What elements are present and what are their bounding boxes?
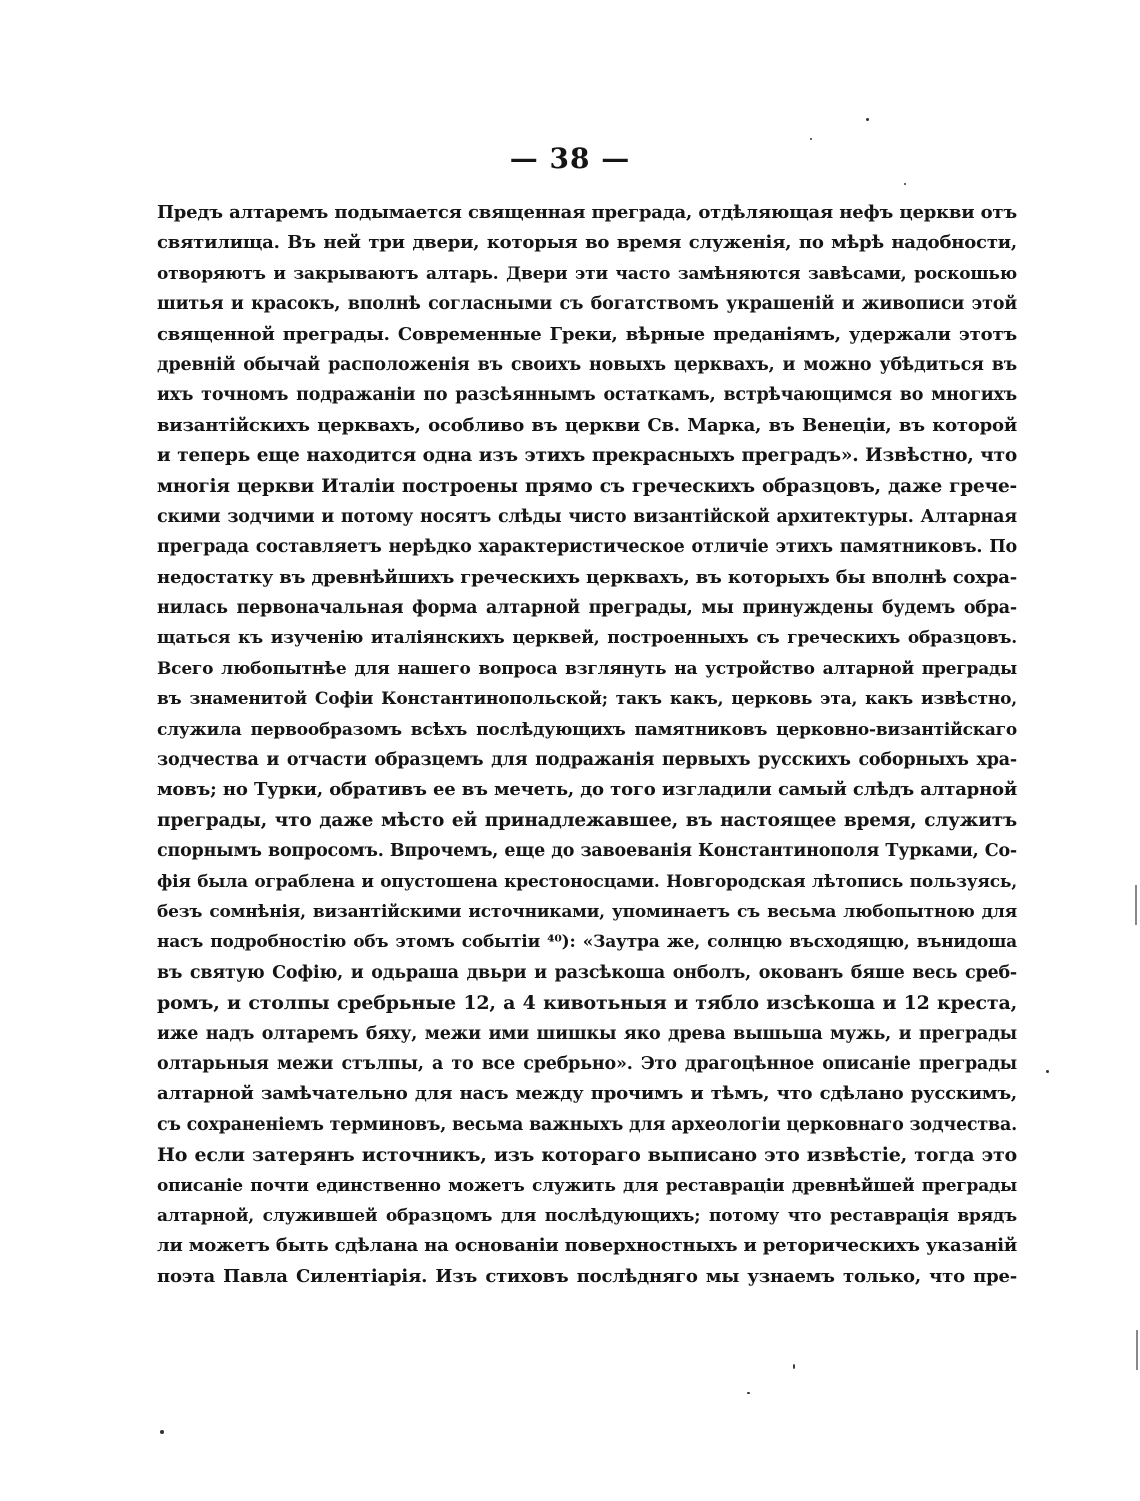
text-line: преграды, что даже мѣсто ей принадлежавшее, въ настоящее время, служитъ [157, 809, 1017, 831]
scan-speck [1046, 1070, 1049, 1073]
text-line: олтарьныя межи стълпы, а то все сребрьно». Это драгоцѣнное описаніе преграды [157, 1053, 1017, 1074]
text-line: ихъ точномъ подражаніи по разсѣяннымъ остаткамъ, встрѣчающимся во многихъ [157, 385, 1017, 406]
text-line: въ святую Софію, и одьраша двьри и разсѣкоша онболъ, окованъ бяше весь среб- [157, 962, 1017, 983]
text-line: алтарной замѣчательно для насъ между прочимъ и тѣмъ, что сдѣлано русскимъ, [157, 1083, 1017, 1105]
text-line: поэта Павла Силентіарія. Изъ стиховъ послѣдняго мы узнаемъ только, что пре- [157, 1265, 1017, 1287]
scan-edge-mark [1136, 1330, 1138, 1370]
scan-speck [904, 183, 906, 185]
scan-speck [160, 1430, 164, 1434]
text-line: Всего любопытнѣе для нашего вопроса взглянуть на устройство алтарной преграды [157, 658, 1017, 679]
scan-speck [793, 1364, 795, 1369]
text-line: преграда составляетъ нерѣдко характеристическое отличіе этихъ памятниковъ. По [157, 537, 1017, 558]
text-line: древній обычай расположенія въ своихъ новыхъ церквахъ, и можно убѣдиться въ [157, 354, 1017, 375]
text-line: иже надъ олтаремъ бяху, межи ими шишкы яко древа вышьша мужь, и преграды [157, 1023, 1017, 1044]
text-line: алтарной, служившей образцомъ для послѣдующихъ; потому что реставрація врядъ [157, 1205, 1017, 1226]
text-line: священной преграды. Современные Греки, вѣрные преданіямъ, удержали этотъ [157, 323, 1017, 345]
text-line: съ сохраненіемъ терминовъ, весьма важныхъ для археологіи церковнаго зодчества. [157, 1114, 1017, 1135]
text-line: зодчества и отчасти образцемъ для подражанія первыхъ русскихъ соборныхъ хра- [157, 750, 1017, 771]
text-line: мовъ; но Турки, обративъ ее въ мечеть, до того изгладили самый слѣдъ алтарной [157, 779, 1017, 801]
text-line: спорнымъ вопросомъ. Впрочемъ, еще до завоеванія Константинополя Турками, Со- [157, 841, 1017, 862]
text-line: безъ сомнѣнія, византійскими источниками, упоминаетъ съ весьма любопытною для [157, 901, 1017, 922]
text-line: шитья и красокъ, вполнѣ согласными съ богатствомъ украшеній и живописи этой [157, 294, 1017, 315]
text-line: ромъ, и столпы сребрьные 12, а 4 кивотьныя и тябло изсѣкоша и 12 креста, [157, 992, 1017, 1015]
text-line: Но если затерянъ источникъ, изъ котораго выписано это извѣстіе, тогда это [157, 1144, 1017, 1167]
text-line: ли можетъ быть сдѣлана на основаніи поверхностныхъ и реторическихъ указаній [157, 1235, 1017, 1257]
scan-speck [747, 1392, 750, 1394]
text-line: фія была ограблена и опустошена крестоносцами. Новгородская лѣтопись пользуясь, [157, 871, 1017, 892]
text-line: святилища. Въ ней три двери, которыя во время служенія, по мѣрѣ надобности, [157, 232, 1017, 254]
body-text [157, 198, 1017, 1292]
text-line: описаніе почти единственно можетъ служить для реставраціи древнѣйшей преграды [157, 1175, 1017, 1196]
text-line: византійскихъ церквахъ, особливо въ церкви Св. Марка, въ Венеціи, въ которой [157, 414, 1017, 436]
text-line: отворяютъ и закрываютъ алтарь. Двери эти часто замѣняются завѣсами, роскошью [157, 263, 1017, 284]
text-line: недостатку въ древнѣйшихъ греческихъ церквахъ, въ которыхъ бы вполнѣ сохра- [157, 566, 1017, 588]
text-line: служила первообразомъ всѣхъ послѣдующихъ памятниковъ церковно-византійскаго [157, 719, 1017, 740]
page-number: — 38 — [509, 142, 631, 175]
text-line: нилась первоначальная форма алтарной преграды, мы принуждены будемъ обра- [157, 598, 1017, 619]
scan-edge-mark [1135, 885, 1137, 925]
scan-speck [810, 138, 812, 140]
text-line: и теперь еще находится одна изъ этихъ прекрасныхъ преградъ». Извѣстно, что [157, 445, 1017, 467]
scan-speck [866, 118, 869, 121]
text-line: скими зодчими и потому носятъ слѣды чисто византійской архитектуры. Алтарная [157, 506, 1017, 527]
text-line: многія церкви Италіи построены прямо съ греческихъ образцовъ, даже грече- [157, 475, 1017, 497]
text-line: Предъ алтаремъ подымается священная преграда, отдѣляющая нефъ церкви отъ [157, 202, 1017, 223]
text-line: насъ подробностію объ этомъ событіи ⁴⁰): «Заутра же, солнцю въсходящю, вънидоша [157, 932, 1017, 953]
text-line: щаться къ изученію италіянскихъ церквей, построенныхъ съ греческихъ образцовъ. [157, 628, 1017, 649]
text-line: въ знаменитой Софіи Константинопольской; такъ какъ, церковь эта, какъ извѣстно, [157, 689, 1017, 710]
